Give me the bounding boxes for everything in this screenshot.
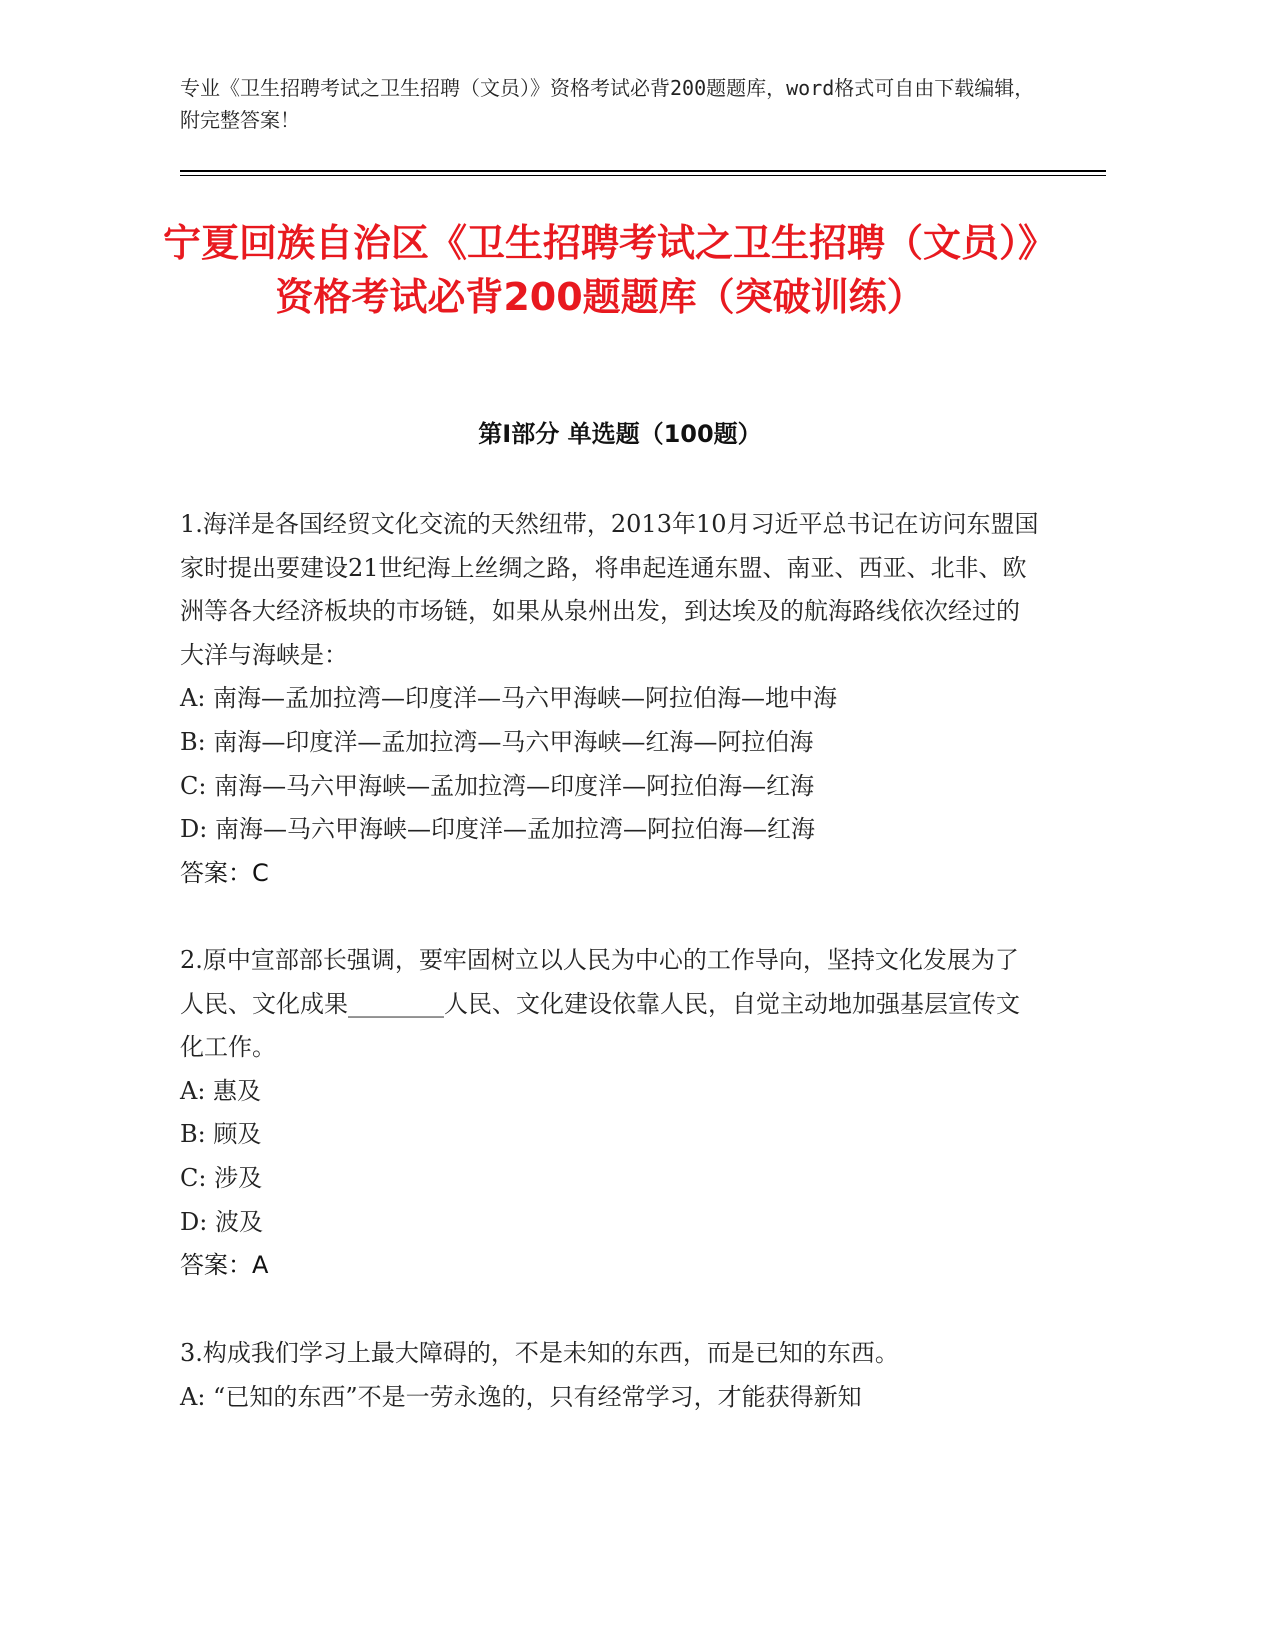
header-divider-thin xyxy=(180,175,1106,176)
option-a: A: 南海—孟加拉湾—印度洋—马六甲海峡—阿拉伯海—地中海 xyxy=(180,684,838,713)
question-stem: 3.构成我们学习上最大障碍的，不是未知的东西，而是已知的东西。 xyxy=(180,1339,899,1367)
document-title: 宁夏回族自治区《卫生招聘考试之卫生招聘（文员）》资格考试必背200题题库（突破训练） xyxy=(162,221,1037,319)
question-3 xyxy=(180,1332,1040,1419)
option-a: A: “已知的东西”不是一劳永逸的，只有经常学习，才能获得新知 xyxy=(180,1382,862,1411)
question-stem: 1.海洋是各国经贸文化交流的天然纽带，2013年10月习近平总书记在访问东盟国家时提出要建设21世纪海上丝绸之路，将串起连通东盟、南亚、西亚、北非、欧洲等各大经济板块的市场链，如果从泉州出发，到达埃及的航海路线依次经过的大洋与海峡是： xyxy=(180,510,1039,669)
section-heading: 第Ⅰ部分 单选题（100题） xyxy=(478,420,762,448)
answer: 答案：C xyxy=(180,858,269,887)
header-note: 专业《卫生招聘考试之卫生招聘（文员）》资格考试必背200题题库，word格式可自由下载编辑，附完整答案！ xyxy=(180,76,1035,132)
option-d: D: 南海—马六甲海峡—印度洋—孟加拉湾—阿拉伯海—红海 xyxy=(180,815,815,844)
option-d: D: 波及 xyxy=(180,1207,263,1236)
question-stem: 2.原中宣部部长强调，要牢固树立以人民为中心的工作导向，坚持文化发展为了人民、文化成果________人民、文化建设依靠人民，自觉主动地加强基层宣传文化工作。 xyxy=(180,946,1020,1062)
option-a: A: 惠及 xyxy=(180,1076,262,1105)
option-c: C: 涉及 xyxy=(180,1163,263,1192)
option-b: B: 南海—印度洋—孟加拉湾—马六甲海峡—红海—阿拉伯海 xyxy=(180,727,814,756)
option-c: C: 南海—马六甲海峡—孟加拉湾—印度洋—阿拉伯海—红海 xyxy=(180,771,815,800)
answer: 答案：A xyxy=(180,1251,269,1280)
question-1 xyxy=(180,503,1040,895)
header-divider-thick xyxy=(180,170,1106,172)
question-2 xyxy=(180,939,1040,1288)
option-b: B: 顾及 xyxy=(180,1120,262,1149)
